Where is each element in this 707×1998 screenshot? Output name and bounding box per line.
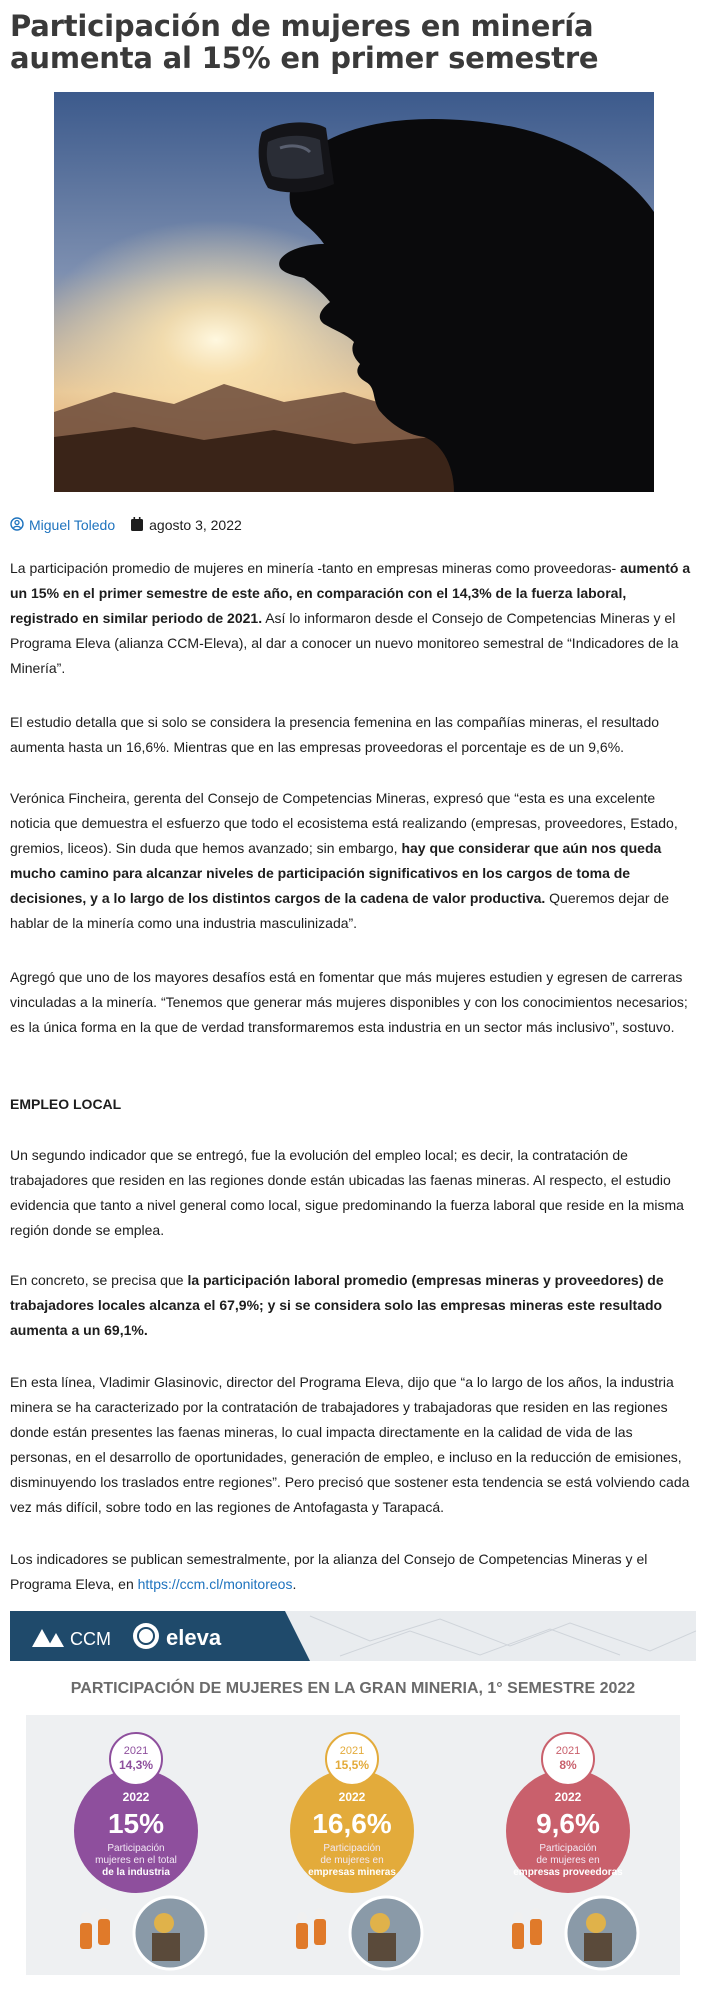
description-line-1: Participación — [539, 1843, 597, 1854]
figure-body — [296, 1923, 308, 1949]
value-2022-label: 15% — [107, 1808, 165, 1839]
worker-helmet — [154, 1913, 174, 1933]
calendar-icon — [131, 517, 143, 534]
figure-helmet — [99, 1908, 109, 1918]
paragraph-4: Agregó que uno de los mayores desafíos está en fomentar que más mujeres estudien y egresen de carreras vinculadas a la minería. “Tenemos que generar más mujeres disponibles y con los conocimientos necesarios; es la única forma en la que de verdad transformaremos esta industria en un sector más inclusivo”, sostuvo. — [10, 969, 688, 1035]
value-2022-label: 9,6% — [536, 1808, 600, 1839]
figure-body — [512, 1923, 524, 1949]
year-2021-label: 2021 — [123, 1745, 149, 1757]
year-2021-label: 2021 — [339, 1745, 365, 1757]
eleva-logo-mark — [133, 1623, 159, 1649]
paragraph-1-text: La participación promedio de mujeres en minería -tanto en empresas mineras como proveedoras- — [10, 560, 621, 576]
paragraph-1 — [10, 556, 696, 681]
figure-body — [98, 1919, 110, 1945]
description-line-2: de mujeres en — [536, 1855, 600, 1866]
worker-body — [152, 1933, 180, 1961]
article-title: Participación de mujeres en minería aumenta al 15% en primer semestre — [10, 9, 599, 75]
paragraph-8-text: Los indicadores se publican semestralmente, por la alianza del Consejo de Competencias Mineras y el Programa Eleva, en — [10, 1551, 648, 1592]
paragraph-3-bold: hay que considerar que aún nos queda mucho camino para alcanzar niveles de participación significativos en los cargos de toma de decisiones, y a lo largo de los distintos cargos de la cadena de valor productiva. — [10, 840, 662, 906]
paragraph-3 — [10, 786, 696, 936]
paragraph-1-text-end: Así lo informaron desde el Consejo de Competencias Mineras y el Programa Eleva (alianza CCM-Eleva), al dar a conocer un nuevo monitoreo semestral de “Indicadores de la Minería”. — [10, 610, 679, 676]
user-icon — [10, 517, 24, 534]
paragraph-3-text: Verónica Fincheira, gerenta del Consejo de Competencias Mineras, expresó que “esta es una excelente noticia que demuestra el esfuerzo que todo el ecosistema está realizando (empresas, proveedores, Estado, gremios, liceos). Sin duda que hemos avanzado; sin embargo, — [10, 790, 678, 856]
year-2021-label: 2021 — [555, 1745, 581, 1757]
worker-helmet — [586, 1913, 606, 1933]
paragraph-5: Un segundo indicador que se entregó, fue la evolución del empleo local; es decir, la contratación de trabajadores que residen en las regiones donde están ubicadas las faenas mineras. Al respecto, el estudio evidencia que tanto a nivel general como local, sigue predominando la fuerza laboral que reside en la misma región donde se emplea. — [10, 1147, 684, 1238]
infographic-title: PARTICIPACIÓN DE MUJERES EN LA GRAN MINERIA, 1° SEMESTRE 2022 — [70, 1680, 636, 1697]
paragraph-8 — [10, 1547, 696, 1597]
paragraph-8-text-end: . — [292, 1576, 297, 1592]
figure-body — [314, 1919, 326, 1945]
worker-body — [584, 1933, 612, 1961]
paragraph-2: El estudio detalla que si solo se considera la presencia femenina en las compañías mineras, el resultado aumenta hasta un 16,6%. Mientras que en las empresas proveedoras el porcentaje es de un 9,6%. — [10, 714, 660, 755]
worker-helmet — [370, 1913, 390, 1933]
paragraph-1-bold: aumentó a un 15% en el primer semestre de este año, en comparación con el 14,3% de la fuerza laboral, registrado en similar periodo de 2021. — [10, 560, 691, 626]
value-2021-label: 8% — [559, 1758, 577, 1772]
eleva-logo-text: eleva — [166, 1625, 222, 1650]
miner-silhouette-image — [54, 92, 654, 492]
publish-date: agosto 3, 2022 — [149, 517, 242, 533]
paragraph-7: En esta línea, Vladimir Glasinovic, director del Programa Eleva, dijo que “a lo largo de los años, la industria minera se ha caracterizado por la contratación de trabajadores y trabajadoras que residen en las regiones donde están presentes las faenas mineras, lo cual impacta directamente en la calidad de vida de las personas, en el desarrollo de oportunidades, generación de empleo, e incluso en la reducción de emisiones, disminuyendo los traslados entre regiones”. Pero precisó que sostener esta tendencia se está volviendo cada vez más difícil, sobre todo en las regiones de Antofagasta y Tarapacá. — [10, 1374, 690, 1515]
year-2022-label: 2022 — [122, 1790, 150, 1804]
paragraph-6 — [10, 1268, 696, 1343]
figure-helmet — [531, 1908, 541, 1918]
description-line-2: de mujeres en — [320, 1855, 384, 1866]
figure-helmet — [513, 1912, 523, 1922]
figure-helmet — [81, 1912, 91, 1922]
description-line-1: Participación — [107, 1843, 165, 1854]
infographic-image — [10, 1611, 696, 1988]
description-line-3: empresas proveedoras — [513, 1867, 623, 1878]
ccm-logo-text: CCM — [70, 1629, 111, 1649]
figure-helmet — [297, 1912, 307, 1922]
section-heading — [10, 1092, 696, 1117]
figure-helmet — [315, 1908, 325, 1918]
section-heading-text: EMPLEO LOCAL — [10, 1096, 122, 1112]
paragraph-3-text-end: Queremos dejar de hablar de la minería como una industria masculinizada”. — [10, 890, 670, 931]
monitoreos-link[interactable]: https://ccm.cl/monitoreos — [137, 1576, 293, 1592]
hero-image — [54, 92, 654, 492]
value-2021-label: 14,3% — [118, 1758, 154, 1772]
year-2022-label: 2022 — [338, 1790, 366, 1804]
infographic-svg — [10, 1611, 696, 1988]
description-line-2: mujeres en el total — [95, 1855, 177, 1866]
figure-body — [530, 1919, 542, 1945]
value-2021-label: 15,5% — [334, 1758, 370, 1772]
paragraph-6-bold: la participación laboral promedio (empresas mineras y proveedores) de trabajadores locales alcanza el 67,9%; y si se considera solo las empresas mineras este resultado aumenta a un 69,1%. — [10, 1272, 664, 1338]
paragraph-6-text: En concreto, se precisa que — [10, 1272, 188, 1288]
figure-body — [80, 1923, 92, 1949]
article-meta — [10, 515, 242, 535]
description-line-1: Participación — [323, 1843, 381, 1854]
worker-body — [368, 1933, 396, 1961]
author-link[interactable]: Miguel Toledo — [29, 517, 116, 533]
description-line-3: empresas mineras — [308, 1867, 396, 1878]
description-line-3: de la industria — [102, 1867, 170, 1878]
value-2022-label: 16,6% — [312, 1808, 392, 1839]
year-2022-label: 2022 — [554, 1790, 582, 1804]
